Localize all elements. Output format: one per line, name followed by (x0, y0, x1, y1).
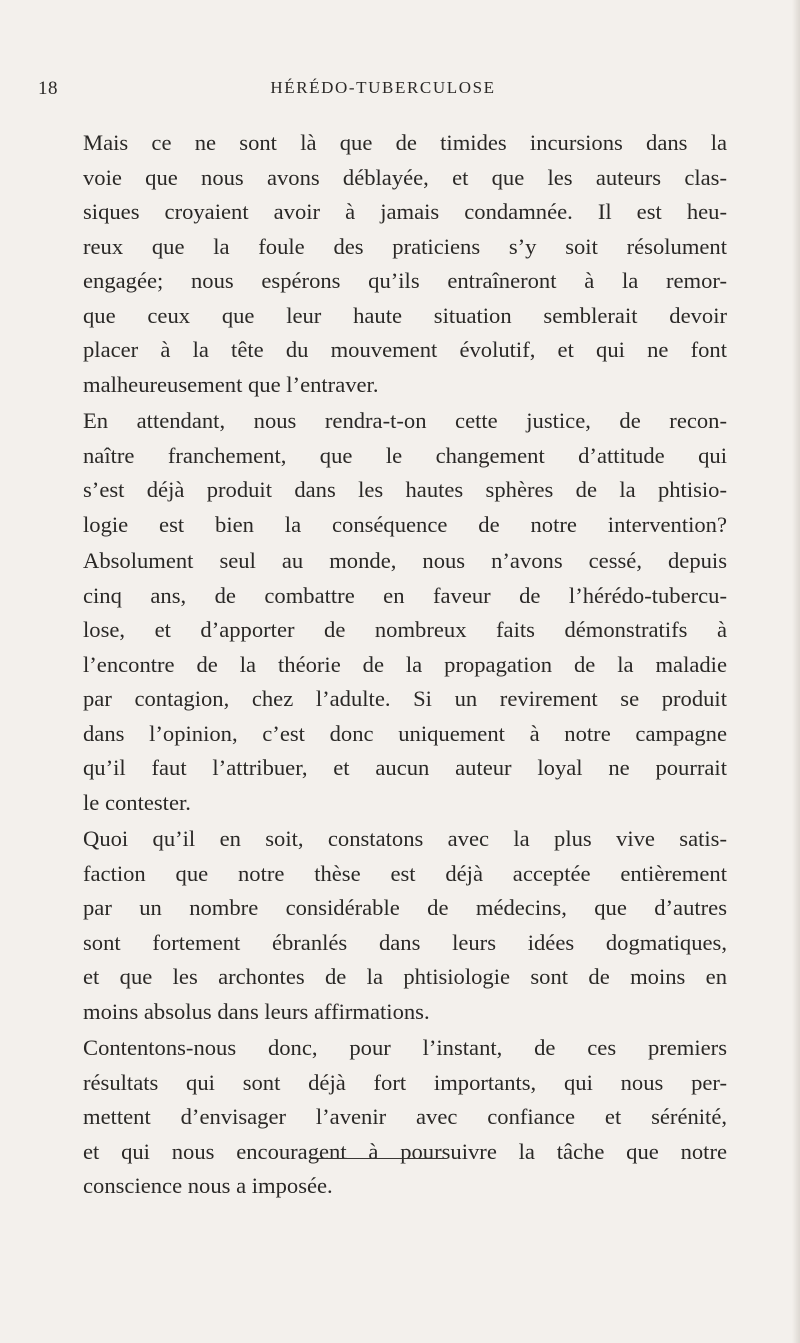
text-line: malheureusement que l’entraver. (83, 371, 379, 397)
text-line: lose, et d’apporter de nombreux faits démonstratifs à (83, 617, 727, 642)
text-line: faction que notre thèse est déjà acceptée entièrement (83, 860, 727, 886)
paragraph (83, 404, 727, 542)
running-head: HÉRÉDO-TUBERCULOSE (270, 78, 496, 97)
paragraph (83, 1031, 727, 1204)
text-line: l’encontre de la théorie de la propagation de la maladie (83, 651, 727, 677)
text-line: le contester. (83, 789, 191, 815)
text-line: En attendant, nous rendra-t-on cette justice, de recon- (83, 408, 727, 433)
text-line: placer à la tête du mouvement évolutif, et qui ne font (83, 337, 727, 362)
page-header (38, 78, 728, 106)
body-text (83, 126, 727, 1204)
text-line: naître franchement, que le changement d’attitude qui (83, 442, 727, 468)
text-line: et qui nous encouragent à poursuivre la tâche que notre (83, 1138, 727, 1164)
text-line: engagée; nous espérons qu’ils entraîneront à la remor- (83, 268, 727, 293)
end-rule (318, 1158, 444, 1159)
text-line: siques croyaient avoir à jamais condamnée. Il est heu- (83, 199, 727, 224)
text-line: résultats qui sont déjà fort importants, qui nous per- (83, 1069, 727, 1095)
text-line: sont fortement ébranlés dans leurs idées dogmatiques, (83, 929, 727, 955)
text-line: qu’il faut l’attribuer, et aucun auteur loyal ne pourrait (83, 755, 727, 780)
text-line: Mais ce ne sont là que de timides incursions dans la (83, 130, 727, 155)
text-line: dans l’opinion, c’est donc uniquement à notre campagne (83, 720, 727, 746)
text-line: que ceux que leur haute situation semblerait devoir (83, 302, 727, 328)
text-line: moins absolus dans leurs affirmations. (83, 998, 430, 1024)
text-line: voie que nous avons déblayée, et que les auteurs clas- (83, 164, 727, 190)
text-line: par contagion, chez l’adulte. Si un revirement se produit (83, 686, 727, 711)
paragraph (83, 822, 727, 1029)
page-edge-shadow (792, 0, 800, 1343)
text-line: s’est déjà produit dans les hautes sphères de la phtisio- (83, 477, 727, 502)
text-line: logie est bien la conséquence de notre intervention? (83, 511, 727, 537)
page-number: 18 (38, 78, 58, 99)
text-line: et que les archontes de la phtisiologie sont de moins en (83, 964, 727, 989)
text-line: cinq ans, de combattre en faveur de l’hérédo-tubercu- (83, 582, 727, 608)
text-line: reux que la foule des praticiens s’y soit résolument (83, 233, 727, 259)
paragraph (83, 126, 727, 402)
text-line: mettent d’envisager l’avenir avec confiance et sérénité, (83, 1104, 727, 1129)
text-line: conscience nous a imposée. (83, 1173, 333, 1198)
text-line: Contentons-nous donc, pour l’instant, de ces premiers (83, 1035, 727, 1060)
paragraph (83, 544, 727, 820)
text-line: Absolument seul au monde, nous n’avons cessé, depuis (83, 548, 727, 573)
text-line: Quoi qu’il en soit, constatons avec la plus vive satis- (83, 826, 727, 851)
text-line: par un nombre considérable de médecins, que d’autres (83, 895, 727, 920)
